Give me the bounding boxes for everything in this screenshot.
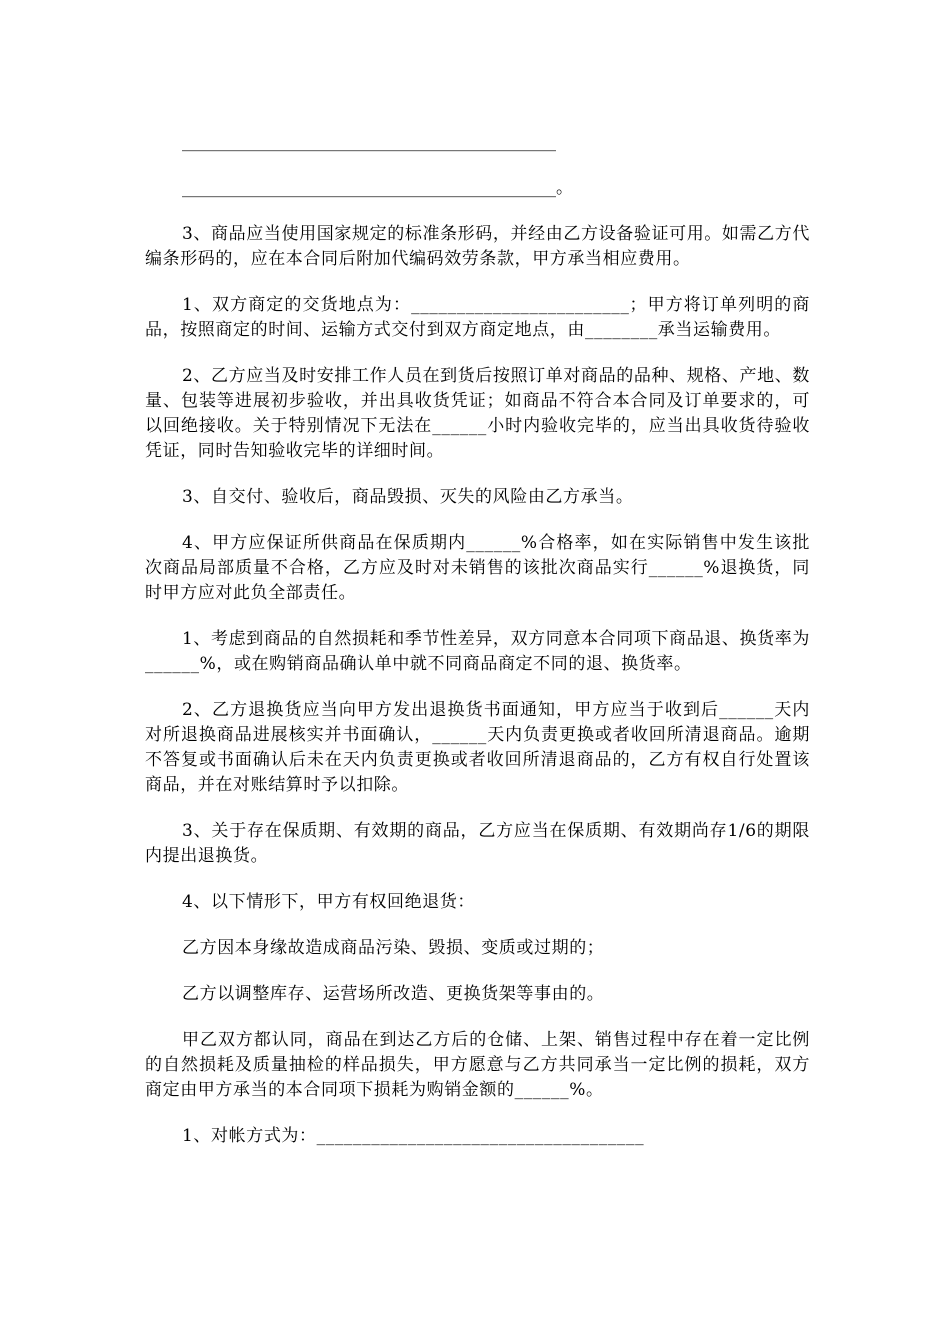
paragraph-inspection: 2、乙方应当及时安排工作人员在到货后按照订单对商品的品种、规格、产地、数量、包装等进展初步验收，并出具收货凭证；如商品不符合本合同及订单要求的，可以回绝接收。关于特别情况下无法在______小时内验收完毕的，应当出具收货待验收凭证，同时告知验收完毕的详细时间。 [145,366,810,461]
paragraph-loss-sharing: 甲乙双方都认同，商品在到达乙方后的仓储、上架、销售过程中存在着一定比例的自然损耗及质量抽检的样品损失，甲方愿意与乙方共同承当一定比例的损耗，双方商定由甲方承当的本合同项下损耗为购销金额的______%。 [145,1030,810,1100]
paragraph-risk-transfer: 3、自交付、验收后，商品毁损、灭失的风险由乙方承当。 [182,487,634,507]
paragraph-reconciliation: 1、对帐方式为：____________________________________ [182,1126,645,1146]
paragraph-refuse-return: 4、以下情形下，甲方有权回绝退货： [182,892,476,912]
paragraph-delivery-location: 1、双方商定的交货地点为：________________________；甲方将订单列明的商品，按照商定的时间、运输方式交付到双方商定地点，由________承当运输费用。 [145,295,810,340]
paragraph-return-notice: 2、乙方退换货应当向甲方发出退换货书面通知，甲方应当于收到后______天内对所退换商品进展核实并书面确认，______天内负责更换或者收回所清退商品。逾期不答复或书面确认后未在天内负责更换或者收回所清退商品的，乙方有权自行处置该商品，并在对账结算时予以扣除。 [145,700,810,795]
paragraph-quality: 4、甲方应保证所供商品在保质期内______%合格率，如在实际销售中发生该批次商品局部质量不合格，乙方应及时对未销售的该批次商品实行______%退换货，同时甲方应对此负全部责任。 [145,533,810,603]
paragraph-return-rate: 1、考虑到商品的自然损耗和季节性差异，双方同意本合同项下商品退、换货率为______%，或在购销商品确认单中就不同商品商定不同的退、换货率。 [145,629,810,674]
blank-line: ____________________________________________ [182,132,556,152]
paragraph-shelf-life: 3、关于存在保质期、有效期的商品，乙方应当在保质期、有效期尚存1/6的期限内提出退换货。 [145,821,810,866]
paragraph-barcode: 3、商品应当使用国家规定的标准条形码，并经由乙方设备验证可用。如需乙方代编条形码的，应在本合同后附加代编码效劳条款，甲方承当相应费用。 [145,224,810,269]
document-body [145,130,810,1170]
paragraph-condition-2: 乙方以调整库存、运营场所改造、更换货架等事由的。 [182,984,605,1004]
blank-line: ____________________________________________。 [182,178,573,198]
paragraph-condition-1: 乙方因本身缘故造成商品污染、毁损、变质或过期的； [182,938,605,958]
